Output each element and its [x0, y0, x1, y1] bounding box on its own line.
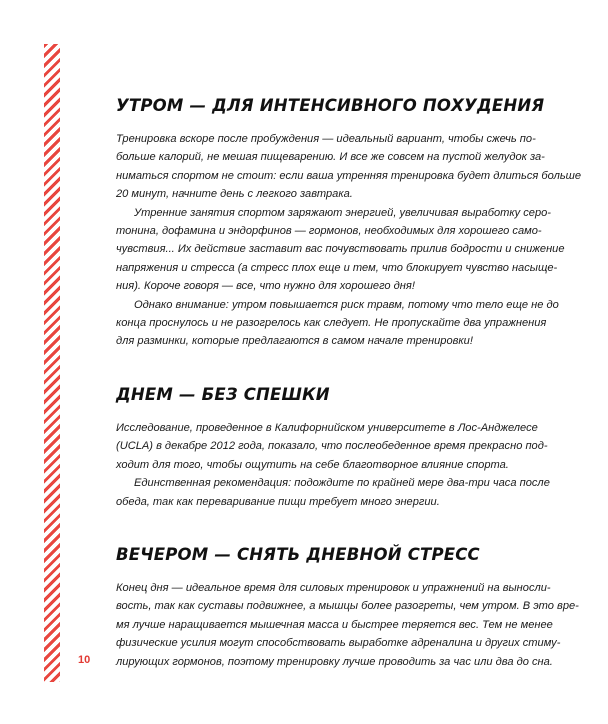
text-line: Исследование, проведенное в Калифорнийском университете в Лос-Анджелесе [116, 421, 538, 434]
text-line: для разминки, которые предлагаются в самом начале тренировки! [116, 335, 473, 348]
section-heading: ВЕЧЕРОМ — СНЯТЬ ДНЕВНОЙ СТРЕСС [116, 544, 480, 564]
text-line: ниматься спортом не стоит: если ваша утренняя тренировка будет длиться больше [116, 169, 582, 182]
paragraph [116, 130, 582, 204]
decorative-stripe [44, 44, 60, 682]
text-line: физические усилия могут способствовать выработке адреналина и других стиму- [116, 637, 561, 650]
paragraph [116, 474, 550, 511]
text-line: Единственная рекомендация: подождите по крайней мере два-три часа после [134, 477, 550, 490]
text-line: Конец дня — идеальное время для силовых тренировок и упражнений на выносли- [116, 581, 551, 594]
text-line: напряжения и стресса (а стресс плох еще и тем, что блокирует чувство насыще- [116, 261, 558, 274]
text-line: ния). Короче говоря — все, что нужно для хорошего дня! [116, 280, 415, 293]
text-line: 20 минут, начните день с легкого завтрака. [116, 188, 353, 201]
text-line: тонина, дофамина и эндорфинов — гормонов, необходимых для хорошего само- [116, 225, 542, 238]
section-morning [116, 96, 582, 351]
paragraph [116, 579, 579, 671]
paragraph [116, 296, 559, 351]
text-line: (UCLA) в декабре 2012 года, показало, что послеобеденное время прекрасно под- [116, 440, 548, 453]
paragraph [116, 419, 548, 474]
text-line: конца проснулось и не разогрелось как следует. Не пропускайте два упражнения [116, 317, 547, 330]
text-line: Тренировка вскоре после пробуждения — идеальный вариант, чтобы сжечь по- [116, 133, 536, 145]
text-line: ходит для того, чтобы ощутить на себе благотворное влияние спорта. [116, 458, 509, 471]
paragraph [116, 204, 565, 296]
text-line: чувствия... Их действие заставит вас почувствовать прилив бодрости и снижение [116, 243, 565, 256]
text-line: Утренние занятия спортом заряжают энергией, увеличивая выработку серо- [134, 206, 552, 219]
text-line: лирующих гормонов, поэтому тренировку лучше проводить за час или два до сна. [116, 655, 553, 668]
text-line: вость, так как суставы подвижнее, а мышцы более разогреты, чем утром. В это вре- [116, 600, 579, 613]
text-line: мя лучше наращивается мышечная масса и быстрее теряется вес. Тем не менее [116, 618, 553, 631]
section-afternoon [116, 384, 550, 511]
page-content [116, 96, 582, 671]
section-evening [116, 544, 579, 671]
text-line: обеда, так как переваривание пищи требует много энергии. [116, 495, 440, 508]
page-number: 10 [78, 654, 91, 666]
section-heading: УТРОМ — ДЛЯ ИНТЕНСИВНОГО ПОХУДЕНИЯ [116, 96, 545, 115]
text-line: больше калорий, не мешая пищеварению. И все же совсем на пустой желудок за- [116, 151, 545, 164]
text-line: Однако внимание: утром повышается риск травм, потому что тело еще не до [134, 298, 559, 311]
section-heading: ДНЕМ — БЕЗ СПЕШКИ [116, 384, 330, 404]
